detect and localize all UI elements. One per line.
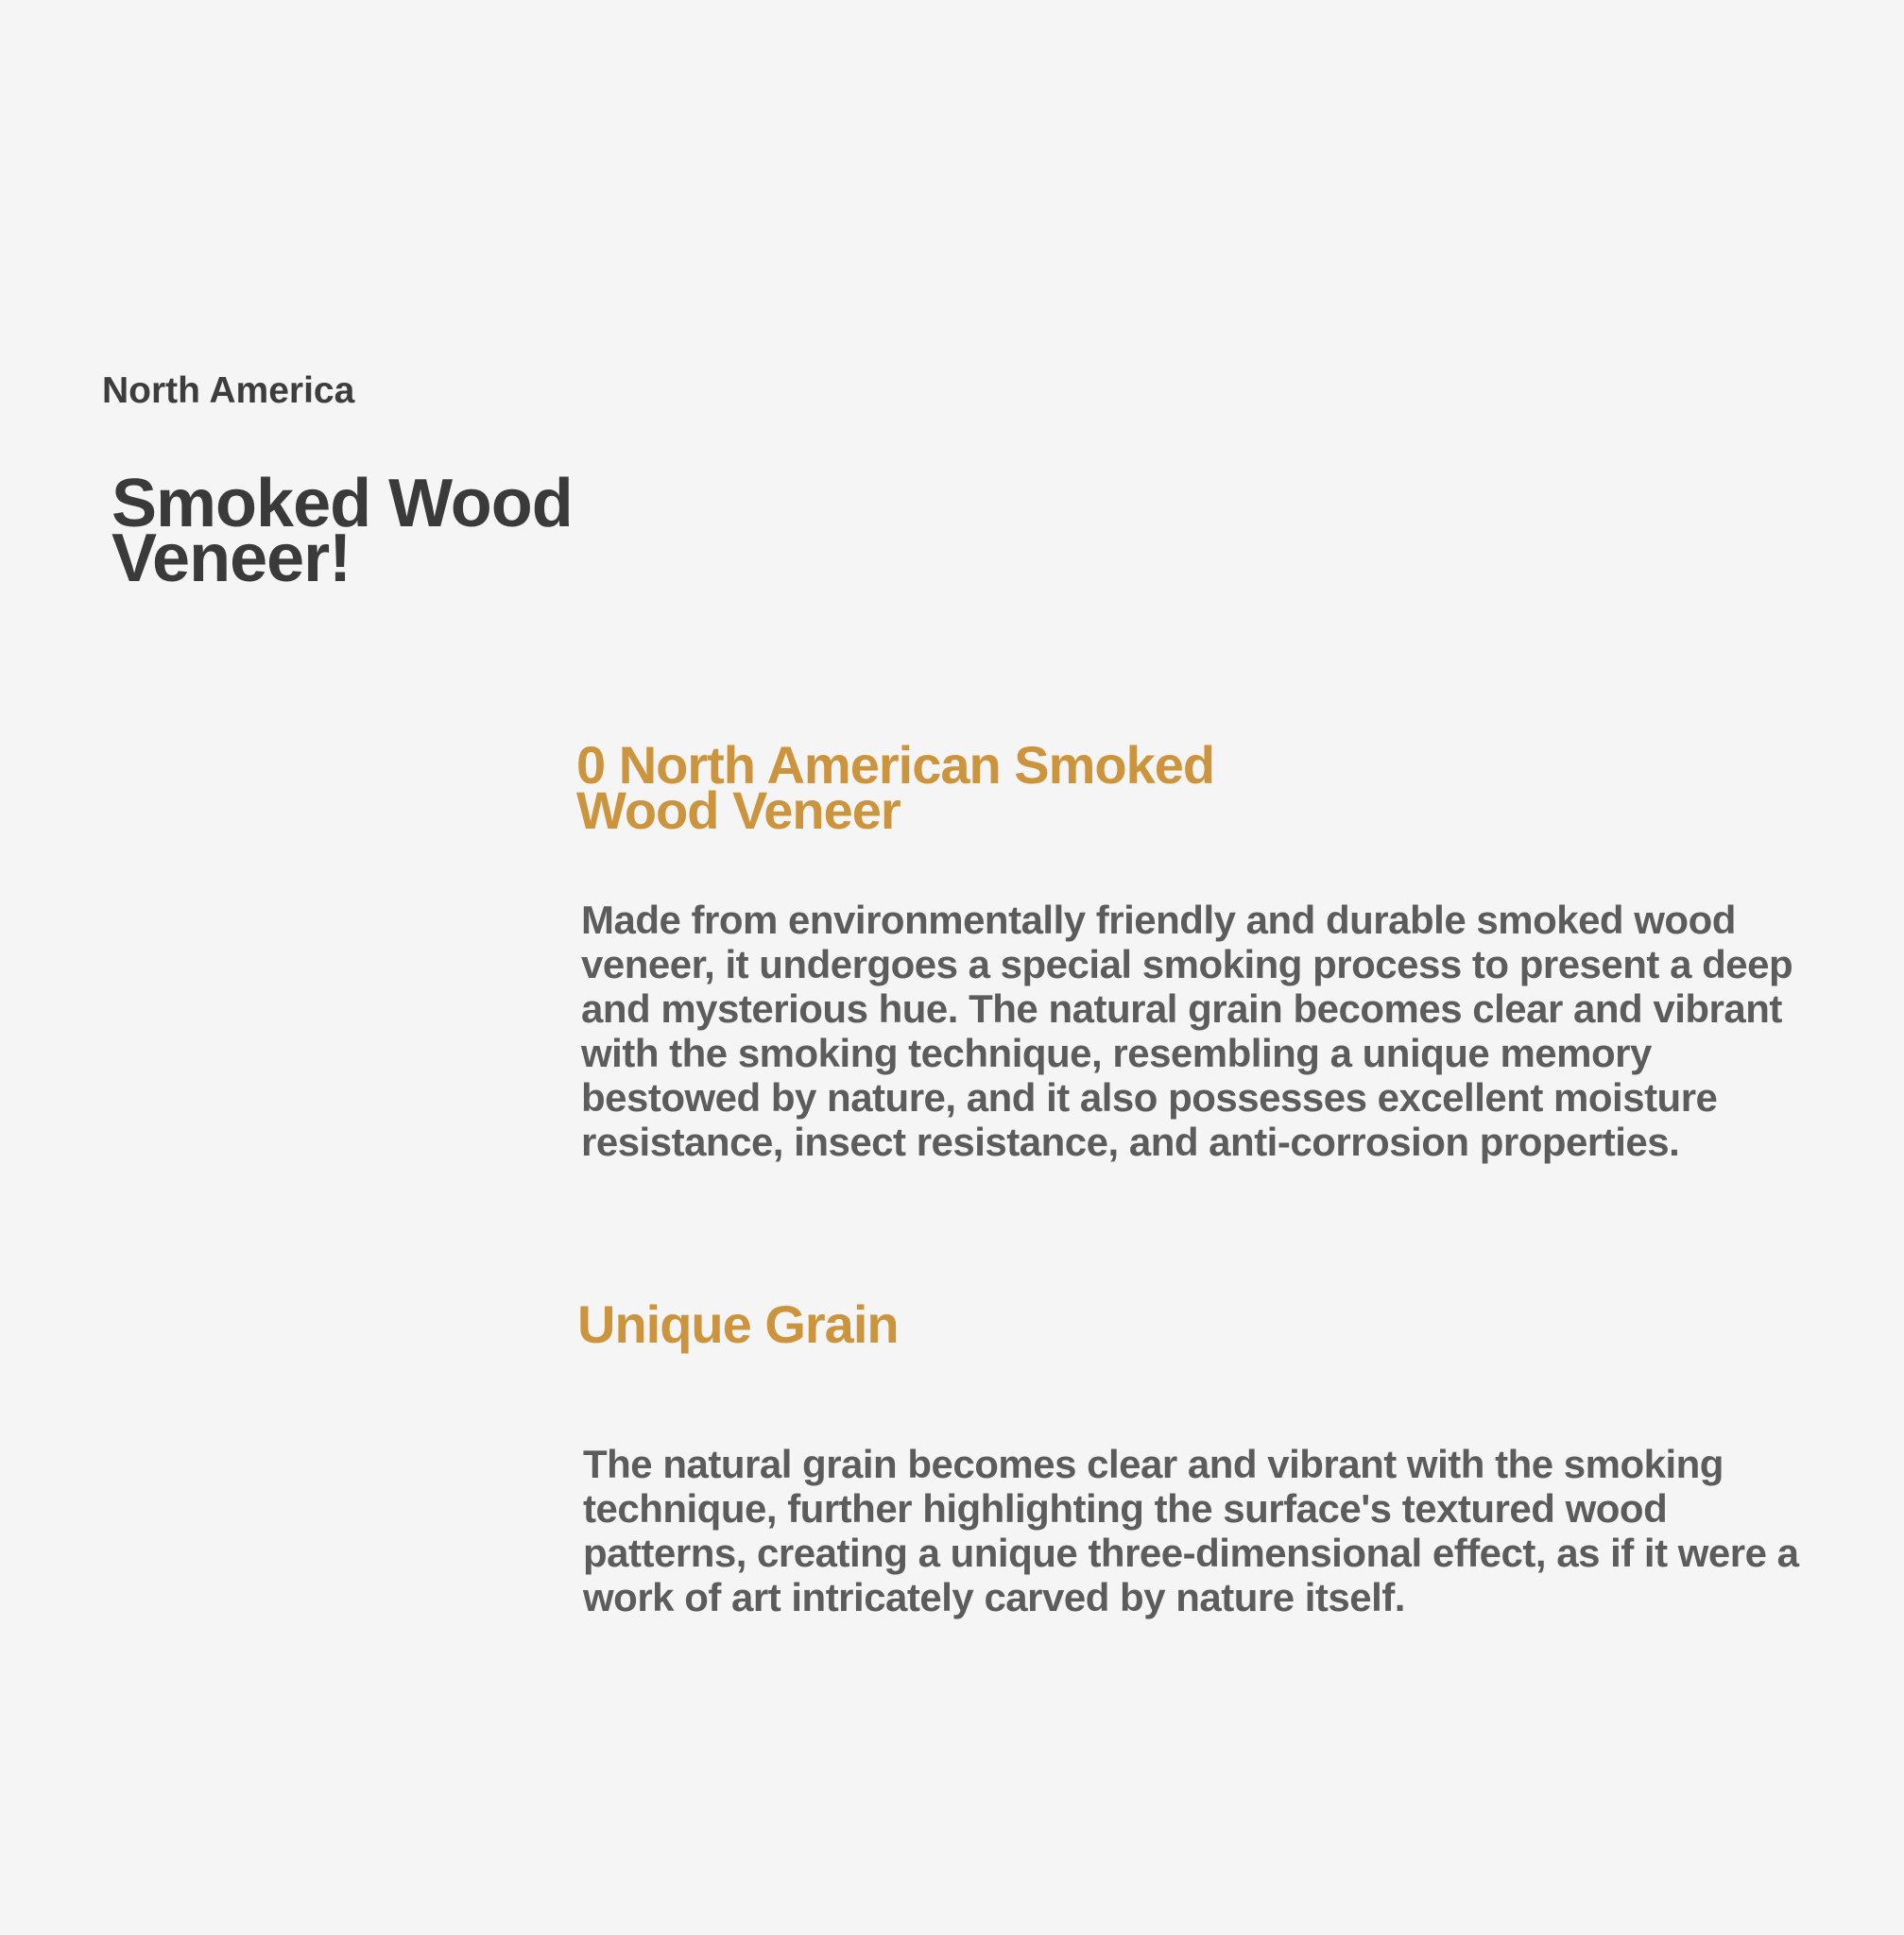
section-heading-north-american-smoked-wood-veneer: 0 North American Smoked Wood Veneer (576, 735, 1215, 840)
region-label: North America (102, 370, 355, 411)
section-body-description: Made from environmentally friendly and durable smoked wood veneer, it undergoes a special smoking process to present a deep and mysterious hue. The natural grain becomes clear and vibrant with the smoking technique, resembling a unique memory bestowed by nature, and it also possesses excellent moisture resistance, insect resistance, and anti-corrosion properties. (581, 898, 1793, 1164)
section-body-unique-grain: The natural grain becomes clear and vibrant with the smoking technique, further highlighting the surface's textured wood patterns, creating a unique three-dimensional effect, as if it were a work of art intricately carved by nature itself. (583, 1442, 1799, 1619)
page-title: Smoked Wood Veneer! (111, 466, 573, 596)
section-heading-unique-grain: Unique Grain (577, 1294, 899, 1354)
